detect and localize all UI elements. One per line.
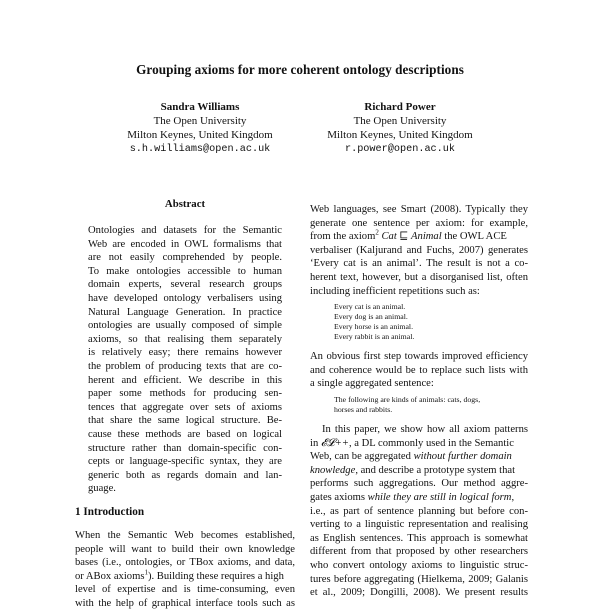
body-line: who convert ontology axioms to linguistic struc- (310, 560, 528, 571)
author-email: s.h.williams@open.ac.uk (129, 143, 271, 155)
intro-line: bases (i.e., ontologies, or TBox axioms, and data, (75, 557, 295, 569)
body-line: i.e., as part of sentence planning but before con- (310, 505, 528, 517)
abstract-line: are not easily comprehended by people. (88, 252, 282, 264)
emphasis-text: without further domain (413, 451, 512, 463)
body-line: in 𝓔𝓛++, a DL commonly used in the Semantic (310, 437, 514, 449)
math-el-plus-plus: 𝓔𝓛++ (320, 437, 349, 449)
body-line: tures before aggregating (Hielkema, 2009; Galanis (310, 573, 528, 585)
example-line: Every dog is an animal. (334, 312, 408, 321)
example-line: Every rabbit is an animal. (334, 332, 415, 341)
abstract-line: ontologies are usually composed of simple (88, 320, 282, 332)
body-line: a single aggregated sentence: (310, 378, 434, 390)
body-line: different from that proposed by other researchers (310, 546, 528, 558)
paper-title: Grouping axioms for more coherent ontology descriptions (136, 62, 464, 77)
abstract-line: structure rather than domain-specific con- (88, 442, 282, 454)
body-line: verting to a linguistic representation and realising (310, 519, 528, 531)
abstract-line: cause these methods are based on logical (88, 429, 282, 440)
example-line: The following are kinds of animals: cats, dogs, (334, 395, 481, 404)
body-line: and coherence would be to replace such lists with (310, 364, 528, 376)
math-cat: Cat (381, 231, 397, 243)
abstract-line: domain experts, several research groups (88, 279, 282, 291)
math-animal: Animal (411, 231, 442, 243)
example-line: Every horse is an animal. (334, 322, 414, 331)
abstract-line: To make ontologies accessible to human (88, 265, 282, 277)
author-name: Sandra Williams (160, 101, 240, 113)
body-line: performs such aggregations. Our method aggre- (310, 478, 528, 490)
example-line: Every cat is an animal. (334, 302, 406, 311)
footnote-mark: 2 (375, 228, 379, 237)
abstract-line: Ontologies and datasets for the Semantic (88, 225, 282, 236)
body-line: An obvious first step towards improved efficiency (310, 351, 528, 362)
body-line: ‘Every cat is an animal’. The result is not a co- (310, 258, 528, 270)
body-line: et al., 2009; Dongilli, 2008). We present results (310, 587, 528, 599)
body-line: verbaliser (Kaljurand and Fuchs, 2007) generates (310, 244, 528, 256)
abstract-line: that share the same logical structure. Be- (88, 415, 282, 427)
author-location: Milton Keynes, United Kingdom (327, 129, 473, 142)
abstract-line: cepts or language-specific syntax, they are (88, 456, 282, 468)
body-line: gates axioms while they are still in logical form, (310, 492, 515, 503)
author-name: Richard Power (364, 101, 436, 113)
emphasis-text: knowledge (310, 464, 356, 476)
abstract-line: generic both as regards domain and lan- (88, 469, 282, 481)
body-line: generate one sentence per axiom: for example, (310, 217, 528, 229)
author-affiliation: The Open University (353, 115, 447, 128)
abstract-line: have developed ontology verbalisers using (88, 293, 282, 304)
body-line: as English sentences. This approach is somewhat (310, 532, 528, 544)
author-block-1 (100, 100, 300, 157)
intro-text: or ABox axioms$^1$). Building these requires a high (75, 568, 284, 582)
abstract-heading: Abstract (164, 198, 206, 210)
emphasis-text: while they are still in logical form (367, 492, 512, 503)
body-line: Web, can be aggregated without further domain (310, 451, 512, 463)
intro-line: with the help of graphical interface tools such as (75, 598, 295, 609)
subsumption-symbol: ⊑ (396, 231, 412, 243)
footnote-mark: 1 (144, 568, 148, 577)
body-line: knowledge, and describe a prototype system that (310, 464, 516, 476)
abstract-line: guage. (88, 483, 116, 495)
abstract-line: is relatively easy; there remains however (88, 347, 282, 359)
abstract-line: axioms, so that realising them separately (88, 333, 282, 345)
example-line: horses and rabbits. (334, 405, 393, 414)
abstract-line: the problem of producing texts that are co- (88, 361, 282, 372)
author-block-2 (300, 100, 500, 157)
body-line: Web languages, see Smart (2008). Typically they (310, 204, 528, 215)
intro-line: people will want to build their own knowledge (75, 543, 295, 555)
body-line: including inefficient repetitions such as: (310, 285, 480, 297)
abstract-line: paper some methods for producing sen- (88, 388, 282, 400)
abstract-line: Web are encoded in OWL formalisms that (88, 238, 282, 250)
author-email: r.power@open.ac.uk (344, 143, 456, 155)
body-line: herent text, however, but a disorganised list, often (310, 272, 528, 283)
body-line: In this paper, we show how all axiom patterns (322, 424, 528, 435)
intro-line (75, 570, 295, 584)
author-location: Milton Keynes, United Kingdom (127, 129, 273, 142)
abstract-line: tences that aggregate over sets of axioms (88, 401, 282, 413)
intro-line: When the Semantic Web becomes established, (75, 530, 295, 541)
author-affiliation: The Open University (153, 115, 247, 128)
abstract-line: Natural Language Generation. In practice (88, 306, 282, 318)
section-heading-introduction: 1 Introduction (75, 506, 145, 518)
intro-line: level of expertise and is time-consuming, even (75, 584, 295, 596)
abstract-line: herent and efficient. We describe in this (88, 374, 282, 386)
axiom-line: from the axiom$^2$ Cat ⊑ Animal the OWL ACE (310, 228, 507, 243)
